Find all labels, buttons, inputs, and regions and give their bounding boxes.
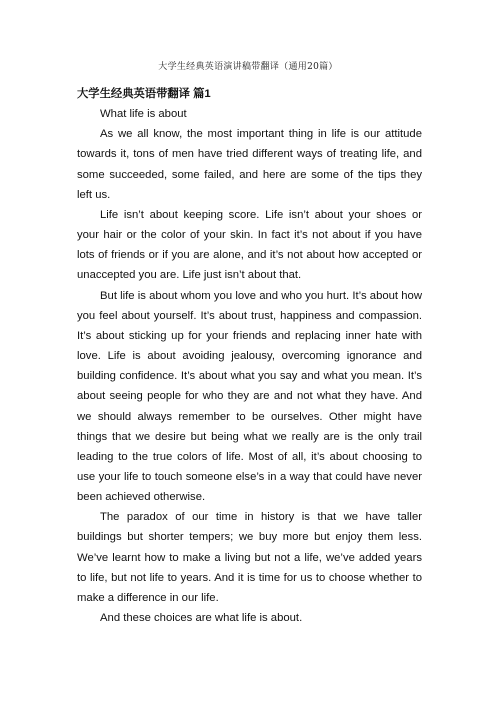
document-header-title: 大学生经典英语演讲稿带翻译（通用20篇） [158,62,338,72]
paragraph-paradox: The paradox of our time in history is that we have taller buildings but shorter tempers; we buy more but enjoy them less. We’ve learnt how to make a living but not a life, we’ve added years to life, but not life to years. And it is time for us to choose whether to make a difference in our life. [77,511,422,604]
paragraph-is-about: But life is about whom you love and who you hurt. It’s about how you feel about yourself. It’s about trust, happiness and compassion. It’s about sticking up for your friends and replacing inner hate with love. Life is about avoiding jealousy, overcoming ignorance and building confidence. It’s about what you say and what you mean. It’s about seeing people for who they are and not what they have. And we should always remember to be ourselves. Other might have things that we desire but being what we really are is the only trail leading to the true colors of life. Most of all, it’s about choosing to use your life to touch someone else’s in a way that could have never been achieved otherwise. [77,289,422,504]
paragraph-conclusion: And these choices are what life is about. [100,612,303,625]
paragraph-not-about: Life isn’t about keeping score. Life isn’t about your shoes or your hair or the color of your skin. In fact it’s not about if you have lots of friends or if you are alone, and it’s not about how accepted or unaccepted you are. Life just isn’t about that. [77,208,422,282]
paragraph-intro: As we all know, the most important thing in life is our attitude towards it, tons of men have tried different ways of treating life, and some succeeded, some failed, and here are some of the tips they left us. [77,128,422,201]
document-body [77,84,422,628]
speech-title: What life is about [100,108,187,121]
section-heading: 大学生经典英语带翻译 篇1 [77,88,211,100]
